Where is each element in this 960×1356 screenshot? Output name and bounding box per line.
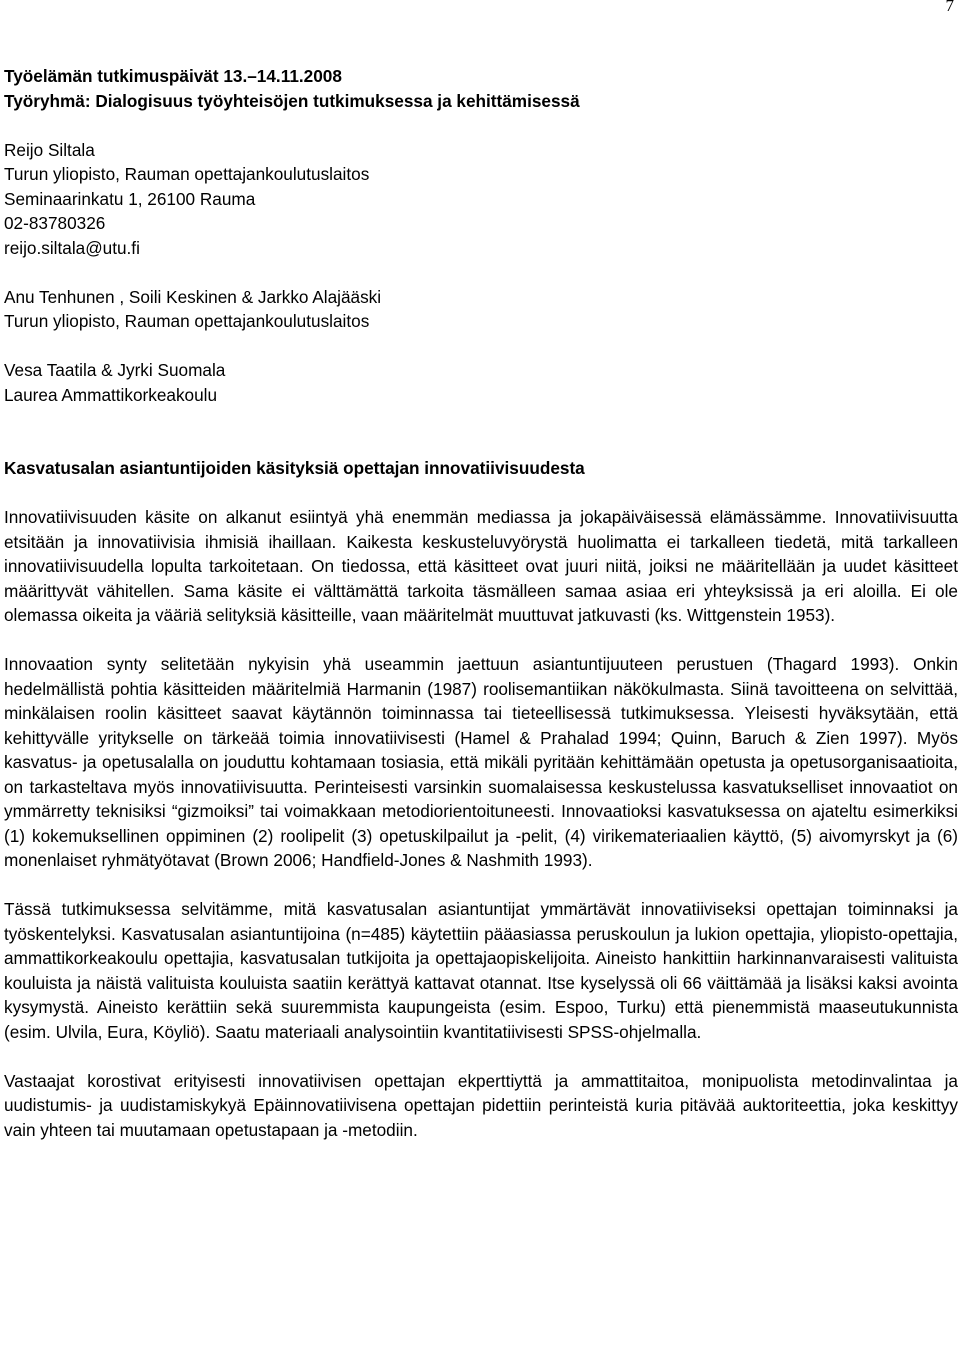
body-paragraph: Tässä tutkimuksessa selvitämme, mitä kasvatusalan asiantuntijat ymmärtävät innovatiiviseksi opettajan toiminnaksi ja työskentelyksi. Kasvatusalan asiantuntijoina (n=485) käytettiin pääasiassa peruskoulun ja lukion opettajia, yliopisto-opettajia, ammattikorkeakoulu opettajia, kasvatusalan tutkijoita ja opettajaopiskelijoita. Aineisto hankittiin harkinnanvaraisesti valituista kouluista ja näistä valituista kouluista saatiin kerättyä kattavat otannat. Itse kyselyssä oli 66 väittämää ja lisäksi kaksi avointa kysymystä. Aineisto kerättiin sekä suuremmista kaupungeista (esim. Espoo, Turku) että pienemmistä maaseutukunnista (esim. Ulvila, Eura, Köyliö). Saatu materiaali analysointiin kvantitatiivisesti SPSS-ohjelmalla. [4, 899, 958, 1042]
article-title: Kasvatusalan asiantuntijoiden käsityksiä opettajan innovatiivisuudesta [4, 458, 585, 478]
author-institution: Laurea Ammattikorkeakoulu [4, 384, 218, 405]
author-names: Anu Tenhunen , Soili Keskinen & Jarkko Alajääski [4, 286, 382, 307]
working-group-title: Työryhmä: Dialogisuus työyhteisöjen tutkimuksessa ja kehittämisessä [4, 90, 580, 111]
body-paragraph: Innovatiivisuuden käsite on alkanut esiintyä yhä enemmän mediassa ja jokapäiväisessä elämässämme. Innovatiivisuutta etsitään ja innovatiivisia ihmisiä ihaillaan. Kaikesta keskusteluvyörystä huolimatta ei tarkalleen tiedetä, mitä tarkalleen innovatiivisuudella lopulta tarkoitetaan. On tiedossa, että käsitteet ovat juuri niitä, joiksi ne määritellään ja uudet käsitteet määrittyvät vähitellen. Sama käsite ei välttämättä tarkoita täsmälleen samaa asiaa eri yhteyksissä ja eri aloilla. Ei ole olemassa oikeita ja vääriä selityksiä käsitteille, vaan määritelmät muuttuvat jatkuvasti (ks. Wittgenstein 1953). [4, 507, 958, 625]
author-name: Reijo Siltala [4, 139, 95, 160]
body-paragraph: Innovaation synty selitetään nykyisin yhä useammin jaettuun asiantuntijuuteen perustuen (Thagard 1993). Onkin hedelmällistä pohtia käsitteiden määritelmiä Harmanin (1987) roolisemantiikan näkökulmasta. Siinä tavoitteena on selvittää, minkälaisen roolin käsitteet saavat käytännön toiminnassa tai tieteellisessä tutkimuksessa. Yleisesti hyväksytään, että kehittyvälle yritykselle on tärkeää toimia innovatiivisesti (Hamel & Prahalad 1994; Quinn, Baruch & Zien 1997). Myös kasvatus- ja opetusalalla on jouduttu kohtamaan tosiasia, että mikäli pyritään kehittämään opetusta ja opetusorganisaatioita, on tarkasteltava myös innovatiivisuutta. Perinteisesti varsinkin suomalaisessa keskustelussa kasvatukselliset innovaatiot on ymmärretty teknisiksi “gizmoiksi” tai voimakkaan metodiorientoituneesti. Innovaatioksi kasvatuksessa on ajateltu esimerkiksi (1) kokemuksellinen oppiminen (2) roolipelit (3) opetuskilpailut ja -pelit, (4) virikemateriaalien käyttö, (5) aivomyrskyt ja (6) monenlaiset ryhmätyötavat (Brown 2006; Handfield-Jones & Nashmith 1993). [4, 654, 958, 870]
author-block-tenhunen [4, 285, 958, 334]
author-block-taatila [4, 358, 958, 407]
author-block-siltala [4, 138, 958, 261]
spacer [4, 628, 958, 653]
spacer [4, 407, 958, 456]
author-email: reijo.siltala@utu.fi [4, 237, 140, 258]
spacer [4, 873, 958, 898]
document-body [4, 64, 958, 1142]
body-paragraph: Vastaajat korostivat erityisesti innovatiivisen opettajan ekperttiyttä ja ammattitaitoa, monipuolista metodinvalintaa ja uudistumis- ja uudistamiskykyä Epäinnovatiivisena opettajan pidettiin perinteistä kuria pitävää auktoriteettia, joka keskittyy vain yhteen tai muutamaan opetustapaan ja -metodiin. [4, 1070, 958, 1140]
author-phone: 02-83780326 [4, 213, 106, 233]
author-institution: Turun yliopisto, Rauman opettajankoulutuslaitos [4, 164, 370, 184]
author-address: Seminaarinkatu 1, 26100 Rauma [4, 188, 256, 209]
spacer [4, 334, 958, 359]
author-names: Vesa Taatila & Jyrki Suomala [4, 360, 226, 380]
page-number: 7 [945, 0, 954, 15]
spacer [4, 260, 958, 285]
event-title: Työelämän tutkimuspäivät 13.–14.11.2008 [4, 66, 342, 86]
author-institution: Turun yliopisto, Rauman opettajankoulutuslaitos [4, 311, 370, 331]
spacer [4, 113, 958, 138]
spacer [4, 481, 958, 506]
spacer [4, 1044, 958, 1069]
